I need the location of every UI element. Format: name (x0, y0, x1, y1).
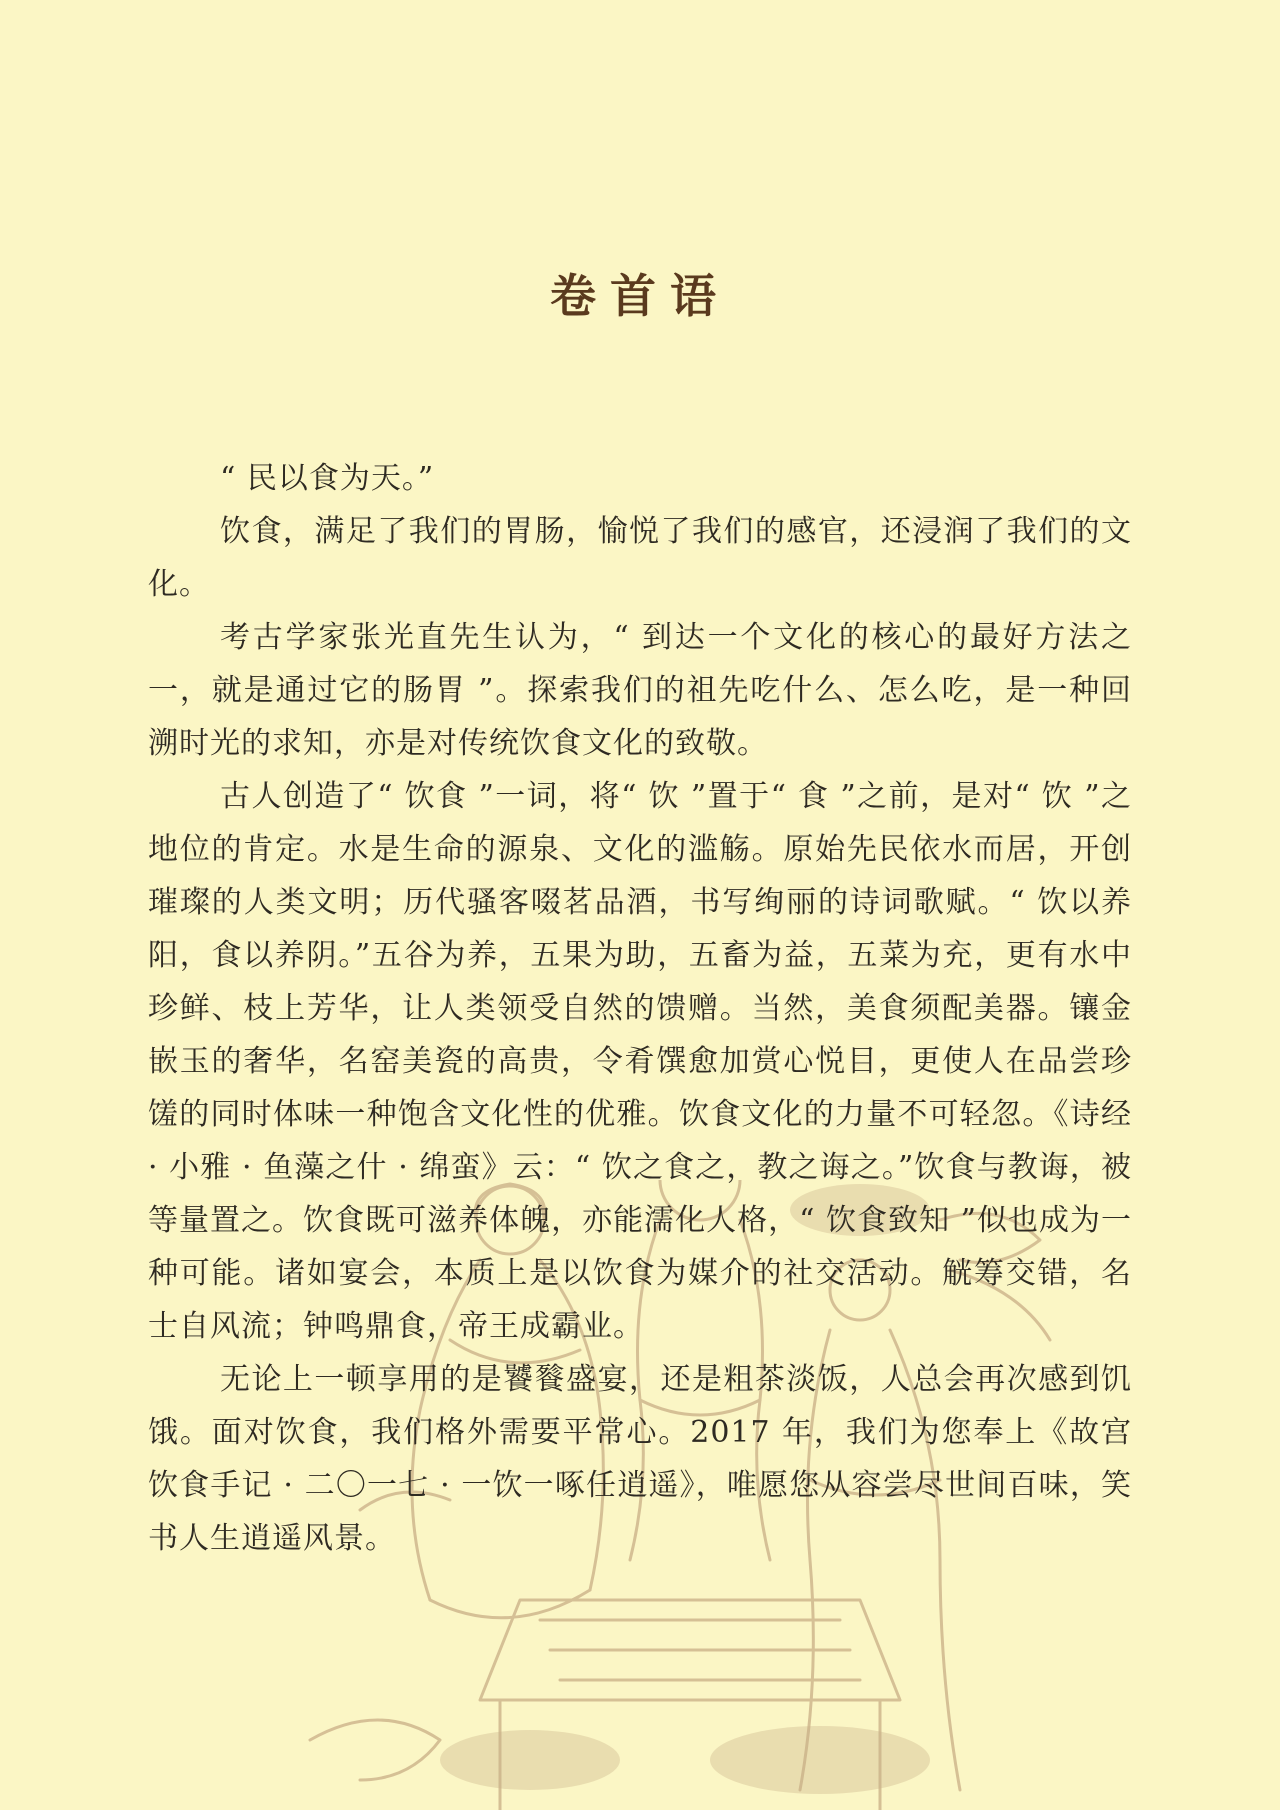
paragraph: 无论上一顿享用的是饕餮盛宴，还是粗茶淡饭，人总会再次感到饥饿。面对饮食，我们格外需要平常心。2017 年，我们为您奉上《故宫饮食手记 · 二〇一七 · 一饮一啄任逍遥》，唯愿您从容尝尽世间百味，笑书人生逍遥风景。 (148, 1362, 1132, 1556)
body-text (148, 452, 1132, 1565)
paragraph: 考古学家张光直先生认为，“ 到达一个文化的核心的最好方法之一，就是通过它的肠胃 ”。探索我们的祖先吃什么、怎么吃，是一种回溯时光的求知，亦是对传统饮食文化的致敬。 (148, 620, 1132, 761)
paragraph: “ 民以食为天。” (220, 461, 435, 496)
page-title: 卷首语 (550, 269, 730, 323)
paragraph: 古人创造了“ 饮食 ”一词，将“ 饮 ”置于“ 食 ”之前，是对“ 饮 ”之地位的肯定。水是生命的源泉、文化的滥觞。原始先民依水而居，开创璀璨的人类文明；历代骚客啜茗品酒，书写绚丽的诗词歌赋。“ 饮以养阳，食以养阴。”五谷为养，五果为助，五畜为益，五菜为充，更有水中珍鲜、枝上芳华，让人类领受自然的馈赠。当然，美食须配美器。镶金嵌玉的奢华，名窑美瓷的高贵，令肴馔愈加赏心悦目，更使人在品尝珍馐的同时体味一种饱含文化性的优雅。饮食文化的力量不可轻忽。《诗经 · 小雅 · 鱼藻之什 · 绵蛮》云：“ 饮之食之，教之诲之。”饮食与教诲，被等量置之。饮食既可滋养体魄，亦能濡化人格，“ 饮食致知 ”似也成为一种可能。诸如宴会，本质上是以饮食为媒介的社交活动。觥筹交错，名士自风流；钟鸣鼎食，帝王成霸业。 (148, 779, 1132, 1344)
paragraph: 饮食，满足了我们的胃肠，愉悦了我们的感官，还浸润了我们的文化。 (148, 514, 1132, 602)
